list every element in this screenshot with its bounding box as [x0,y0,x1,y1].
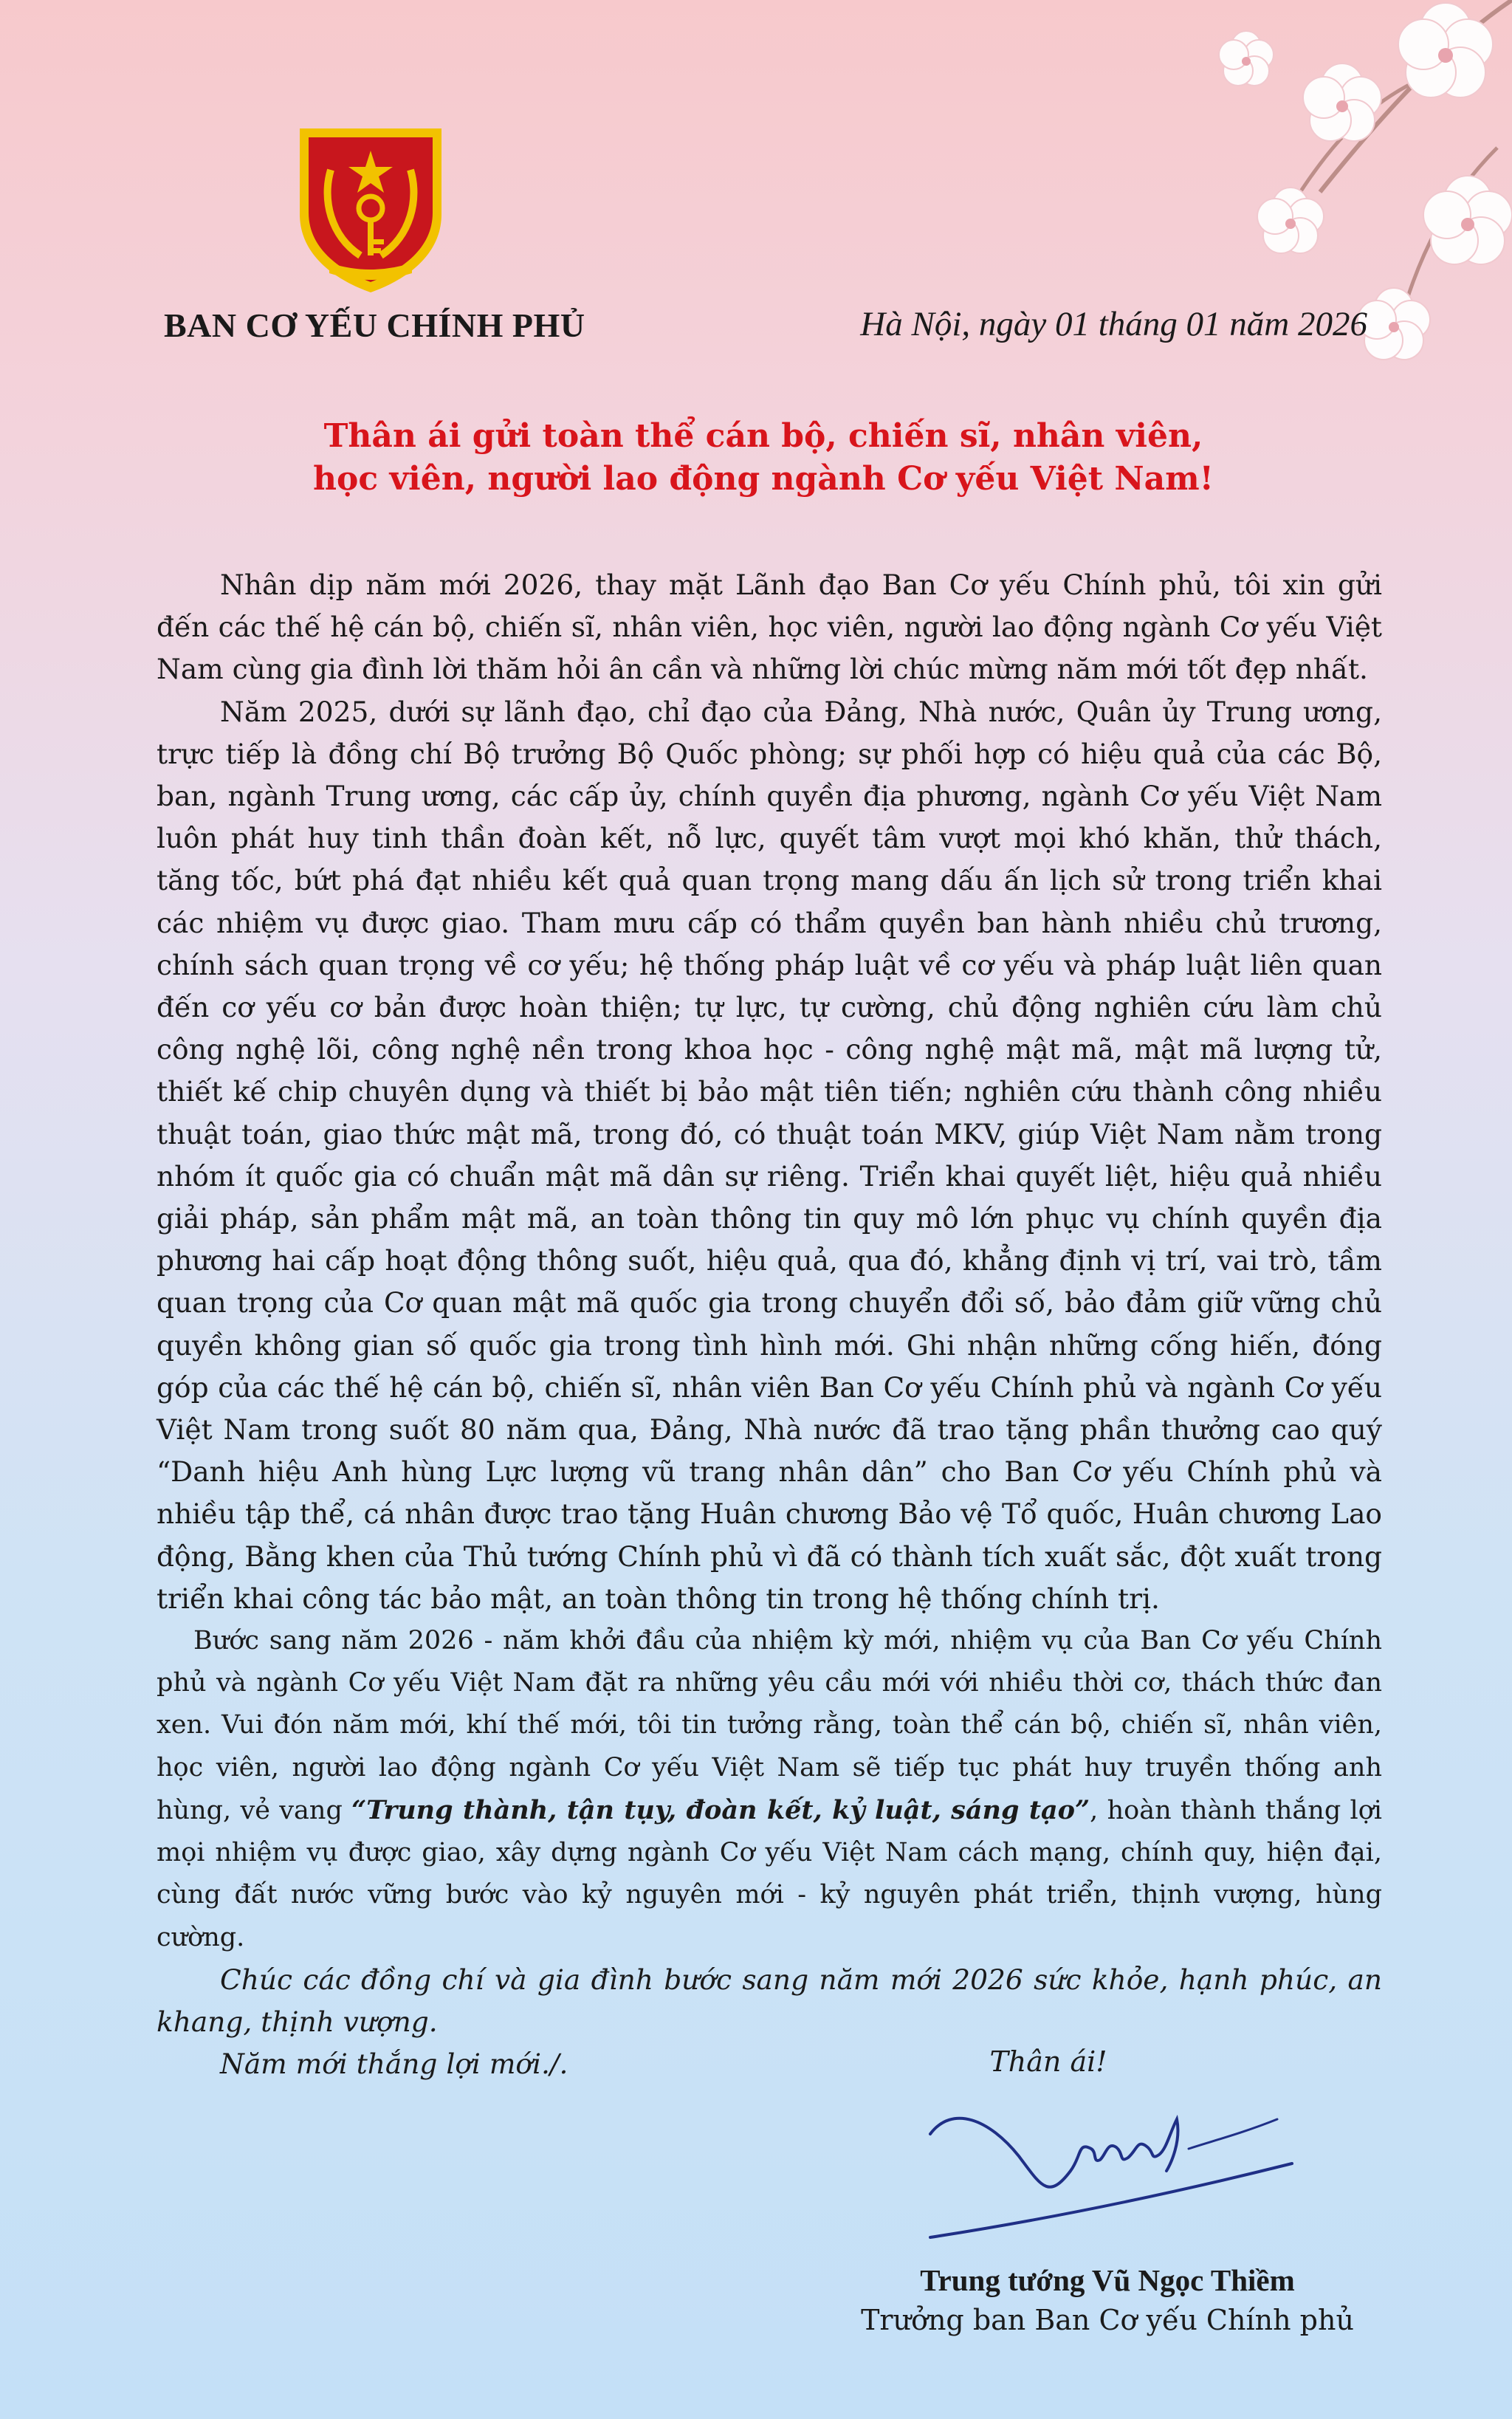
handwritten-signature [923,2090,1307,2252]
motto: “Trung thành, tận tụy, đoàn kết, kỷ luật, sáng tạo” [351,1794,1090,1825]
dateline: Hà Nội, ngày 01 tháng 01 năm 2026 [860,305,1367,343]
paragraph-new-year: Năm mới thắng lợi mới./. [220,2048,568,2081]
signer-name: Trung tướng Vũ Ngọc Thiềm [920,2263,1295,2297]
greeting-line-2: học viên, người lao động ngành Cơ yếu Việt Nam! [313,460,1214,498]
organization-name: BAN CƠ YẾU CHÍNH PHỦ [164,306,585,344]
paragraph-2: Năm 2025, dưới sự lãnh đạo, chỉ đạo của Đảng, Nhà nước, Quân ủy Trung ương, trực tiếp là đồng chí Bộ trưởng Bộ Quốc phòng; sự phối hợp có hiệu quả của các Bộ, ban, ngành Trung ương, các cấp ủy, chính quyền địa phương, ngành Cơ yếu Việt Nam luôn phát huy tinh thần đoàn kết, nỗ lực, quyết tâm vượt mọi khó khăn, thử thách, tăng tốc, bứt phá đạt nhiều kết quả quan trọng mang dấu ấn lịch sử trong triển khai các nhiệm vụ được giao. Tham mưu cấp có thẩm quyền ban hành nhiều chủ trương, chính sách quan trọng về cơ yếu; hệ thống pháp luật về cơ yếu và pháp luật liên quan đến cơ yếu cơ bản được hoàn thiện; tự lực, tự cường, chủ động nghiên cứu làm chủ công nghệ lõi, công nghệ nền trong khoa học - công nghệ mật mã, mật mã lượng tử, thiết kế chip chuyên dụng và thiết bị bảo mật tiên tiến; nghiên cứu thành công nhiều thuật toán, giao thức mật mã, trong đó, có thuật toán MKV, giúp Việt Nam nằm trong nhóm ít quốc gia có chuẩn mật mã dân sự riêng. Triển khai quyết liệt, hiệu quả nhiều giải pháp, sản phẩm mật mã, an toàn thông tin quy mô lớn phục vụ chính quyền địa phương hai cấp hoạt động thông suốt, hiệu quả, qua đó, khẳng định vị trí, vai trò, tầm quan trọng của Cơ quan mật mã quốc gia trong chuyển đổi số, bảo đảm giữ vững chủ quyền không gian số quốc gia trong tình hình mới. Ghi nhận những cống hiến, đóng góp của các thế hệ cán bộ, chiến sĩ, nhân viên Ban Cơ yếu Chính phủ và ngành Cơ yếu Việt Nam trong suốt 80 năm qua, Đảng, Nhà nước đã trao tặng phần thưởng cao quý “Danh hiệu Anh hùng Lực lượng vũ trang nhân dân” cho Ban Cơ yếu Chính phủ và nhiều tập thể, cá nhân được trao tặng Huân chương Bảo vệ Tổ quốc, Huân chương Lao động, Bằng khen của Thủ tướng Chính phủ vì đã có thành tích xuất sắc, đột xuất trong triển khai công tác bảo mật, an toàn thông tin trong hệ thống chính trị. [157,695,1382,1615]
signer-title: Trưởng ban Ban Cơ yếu Chính phủ [861,2304,1354,2336]
greeting-heading [148,415,1379,501]
closing-salutation: Thân ái! [989,2045,1107,2078]
emblem-logo [289,118,452,295]
paragraph-wishes: Chúc các đồng chí và gia đình bước sang năm mới 2026 sức khỏe, hạnh phúc, an khang, thịnh vượng. [157,1963,1382,2038]
paragraph-3-text: Bước sang năm 2026 - năm khởi đầu của nhiệm kỳ mới, nhiệm vụ của Ban Cơ yếu Chính phủ và ngành Cơ yếu Việt Nam đặt ra những yêu cầu mới với nhiều thời cơ, thách thức đan xen. Vui đón năm mới, khí thế mới, tôi tin tưởng rằng, toàn thể cán bộ, chiến sĩ, nhân viên, học viên, người lao động ngành Cơ yếu Việt Nam sẽ tiếp tục phát huy truyền thống anh hùng, vẻ vang [157,1626,1382,1825]
paragraph-1: Nhân dịp năm mới 2026, thay mặt Lãnh đạo Ban Cơ yếu Chính phủ, tôi xin gửi đến các thế hệ cán bộ, chiến sĩ, nhân viên, học viên, người lao động ngành Cơ yếu Việt Nam cùng gia đình lời thăm hỏi ân cần và những lời chúc mừng năm mới tốt đẹp nhất. [157,569,1382,686]
greeting-line-1: Thân ái gửi toàn thể cán bộ, chiến sĩ, nhân viên, [323,417,1203,455]
letter-body [157,564,1382,2085]
paragraph-3-text-end: , hoàn thành thắng lợi mọi nhiệm vụ được giao, xây dựng ngành Cơ yếu Việt Nam cách mạng, chính quy, hiện đại, cùng đất nước vững bước vào kỷ nguyên mới - kỷ nguyên phát triển, thịnh vượng, hùng cường. [157,1795,1382,1952]
paragraph-3 [157,1620,1382,1959]
cherry-blossom-decoration [1099,0,1512,473]
